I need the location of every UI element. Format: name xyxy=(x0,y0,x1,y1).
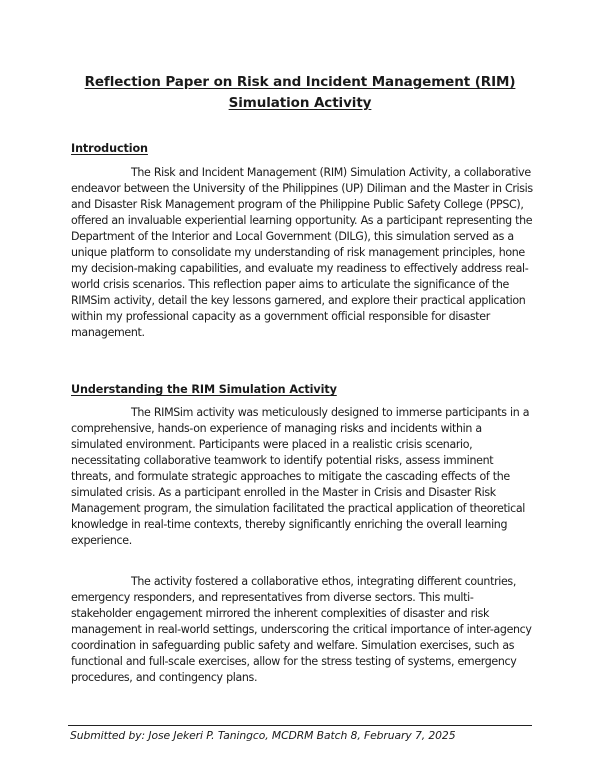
footer-divider xyxy=(68,725,532,726)
title-line-2: Simulation Activity xyxy=(228,95,372,111)
paragraph-understanding-1: The RIMSim activity was meticulously designed to immerse participants in a comprehensive, hands-on experience of managing risks and incidents within a simulated environment. Participants were placed in a realistic crisis scenario, necessitating collaborative teamwork to identify potential risks, assess imminent threats, and formulate strategic approaches to mitigate the cascading effects of the simulated crisis. As a participant enrolled in the Master in Crisis and Disaster Risk Management program, the simulation facilitated the practical application of theoretical knowledge in real-time contexts, thereby significantly enriching the overall learning experience. xyxy=(71,406,530,547)
title-line-1: Reflection Paper on Risk and Incident Management (RIM) xyxy=(84,74,516,90)
document-title xyxy=(60,72,540,114)
paragraph-introduction: The Risk and Incident Management (RIM) Simulation Activity, a collaborative endeavor between the University of the Philippines (UP) Diliman and the Master in Crisis and Disaster Risk Management program of the Philippine Public Safety College (PPSC), offered an invaluable experiential learning opportunity. As a participant representing the Department of the Interior and Local Government (DILG), this simulation served as a unique platform to consolidate my understanding of risk management principles, hone my decision-making capabilities, and evaluate my readiness to effectively address real-world crisis scenarios. This reflection paper aims to articulate the significance of the RIMSim activity, detail the key lessons garnered, and explore their practical application within my professional capacity as a government official responsible for disaster management. xyxy=(71,166,533,339)
section-heading-introduction: Introduction xyxy=(71,142,148,155)
section-heading-understanding: Understanding the RIM Simulation Activity xyxy=(71,383,337,396)
paragraph-understanding-2: The activity fostered a collaborative ethos, integrating different countries, emergency responders, and representatives from diverse sectors. This multi-stakeholder engagement mirrored the inherent complexities of disaster and risk management in real-world settings, underscoring the critical importance of inter-agency coordination in safeguarding public safety and welfare. Simulation exercises, such as functional and full-scale exercises, allow for the stress testing of systems, emergency procedures, and contingency plans. xyxy=(71,575,532,684)
footer-submitted-by: Submitted by: Jose Jekeri P. Taningco, MCDRM Batch 8, February 7, 2025 xyxy=(70,729,456,742)
